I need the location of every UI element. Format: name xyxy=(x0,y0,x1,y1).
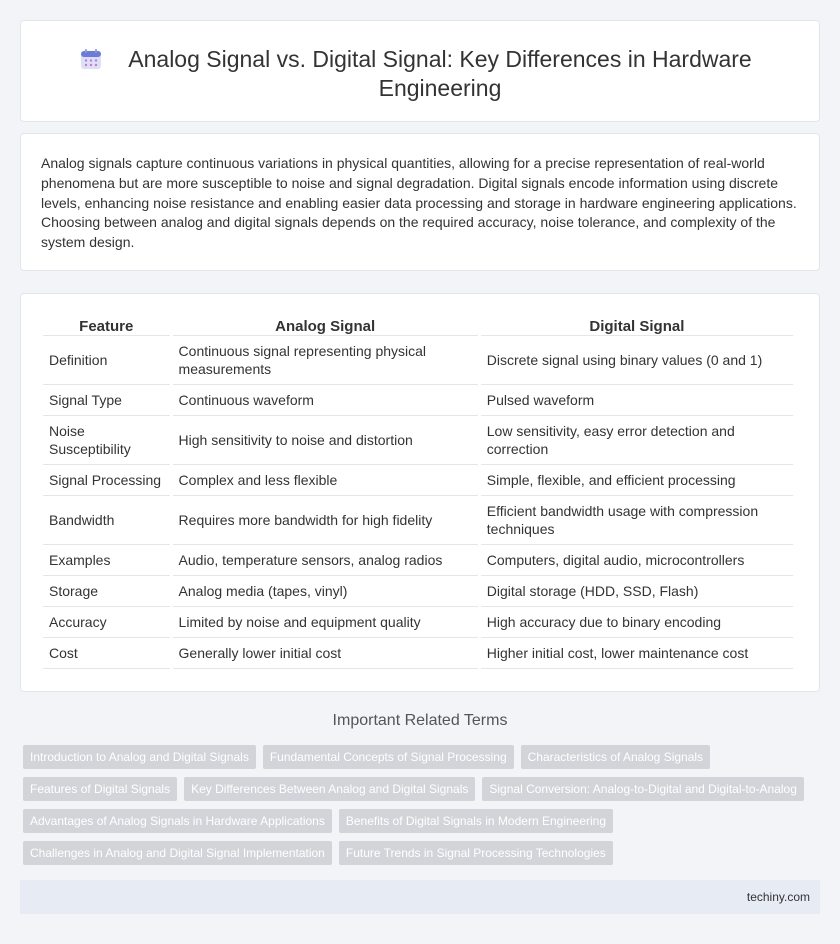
tag-row xyxy=(23,809,823,833)
header-card xyxy=(20,20,820,122)
page-title: Analog Signal vs. Digital Signal: Key Differences in Hardware Engineering xyxy=(128,46,752,101)
table-row xyxy=(43,576,793,607)
table-cell: Audio, temperature sensors, analog radios xyxy=(173,545,478,576)
table-row xyxy=(43,496,793,545)
tag-row xyxy=(23,777,823,801)
related-term-tag[interactable]: Future Trends in Signal Processing Technologies xyxy=(339,841,613,865)
table-cell: Definition xyxy=(43,336,170,385)
comparison-table xyxy=(40,314,796,669)
table-row xyxy=(43,607,793,638)
table-cell: Efficient bandwidth usage with compression techniques xyxy=(481,496,793,545)
footer xyxy=(20,880,820,914)
table-cell: Accuracy xyxy=(43,607,170,638)
table-cell: Noise Susceptibility xyxy=(43,416,170,465)
table-row xyxy=(43,336,793,385)
related-term-tag[interactable]: Fundamental Concepts of Signal Processing xyxy=(263,745,514,769)
related-term-tag[interactable]: Introduction to Analog and Digital Signals xyxy=(23,745,256,769)
related-term-tag[interactable]: Challenges in Analog and Digital Signal Implementation xyxy=(23,841,332,865)
table-cell: Signal Type xyxy=(43,385,170,416)
table-row xyxy=(43,385,793,416)
table-cell: Pulsed waveform xyxy=(481,385,793,416)
table-cell: Analog media (tapes, vinyl) xyxy=(173,576,478,607)
table-cell: Generally lower initial cost xyxy=(173,638,478,669)
related-term-tag[interactable]: Features of Digital Signals xyxy=(23,777,177,801)
intro-card xyxy=(20,133,820,271)
intro-paragraph: Analog signals capture continuous variations in physical quantities, allowing for a precise representation of real-world phenomena but are more susceptible to noise and signal degradation. Digital signals encode information using discrete levels, enhancing noise resistance and enabling easier data processing and storage in hardware engineering applications. Choosing between analog and digital signals depends on the required accuracy, noise tolerance, and complexity of the system design. xyxy=(41,155,797,251)
related-term-tag[interactable]: Characteristics of Analog Signals xyxy=(521,745,710,769)
column-header-feature: Feature xyxy=(43,314,170,336)
table-cell: Low sensitivity, easy error detection and correction xyxy=(481,416,793,465)
related-term-tag[interactable]: Signal Conversion: Analog-to-Digital and Digital-to-Analog xyxy=(482,777,804,801)
table-cell: Signal Processing xyxy=(43,465,170,496)
table-row xyxy=(43,545,793,576)
table-cell: Higher initial cost, lower maintenance cost xyxy=(481,638,793,669)
tag-row xyxy=(23,841,823,865)
table-cell: Examples xyxy=(43,545,170,576)
table-cell: Limited by noise and equipment quality xyxy=(173,607,478,638)
table-cell: High accuracy due to binary encoding xyxy=(481,607,793,638)
table-cell: Computers, digital audio, microcontrollers xyxy=(481,545,793,576)
related-terms-tags xyxy=(23,745,823,873)
table-cell: Storage xyxy=(43,576,170,607)
column-header-digital: Digital Signal xyxy=(481,314,793,336)
tag-row xyxy=(23,745,823,769)
table-cell: Bandwidth xyxy=(43,496,170,545)
table-cell: Cost xyxy=(43,638,170,669)
table-cell: Simple, flexible, and efficient processing xyxy=(481,465,793,496)
table-cell: Continuous waveform xyxy=(173,385,478,416)
related-term-tag[interactable]: Benefits of Digital Signals in Modern Engineering xyxy=(339,809,613,833)
table-cell: Requires more bandwidth for high fidelity xyxy=(173,496,478,545)
table-cell: Continuous signal representing physical measurements xyxy=(173,336,478,385)
table-row xyxy=(43,465,793,496)
column-header-analog: Analog Signal xyxy=(173,314,478,336)
table-row xyxy=(43,638,793,669)
table-cell: Digital storage (HDD, SSD, Flash) xyxy=(481,576,793,607)
table-cell: Discrete signal using binary values (0 and 1) xyxy=(481,336,793,385)
related-term-tag[interactable]: Key Differences Between Analog and Digital Signals xyxy=(184,777,475,801)
table-cell: Complex and less flexible xyxy=(173,465,478,496)
related-term-tag[interactable]: Advantages of Analog Signals in Hardware Applications xyxy=(23,809,332,833)
table-cell: High sensitivity to noise and distortion xyxy=(173,416,478,465)
related-terms-title: Important Related Terms xyxy=(332,712,508,729)
footer-site-link[interactable]: techiny.com xyxy=(746,890,810,904)
comparison-table-card xyxy=(20,293,820,692)
table-row xyxy=(43,416,793,465)
